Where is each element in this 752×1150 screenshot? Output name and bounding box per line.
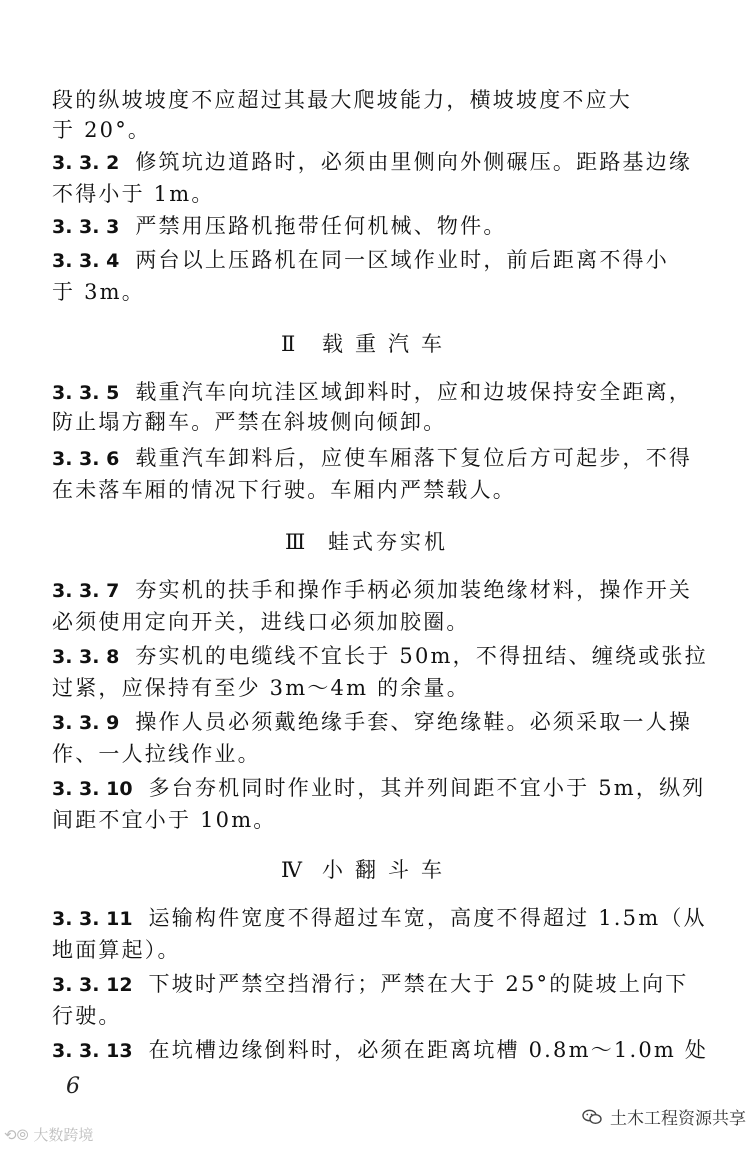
clause-line: 3. 3. 6 载重汽车卸料后，应使车厢落下复位后方可起步，不得 [52, 446, 693, 470]
clause-number: 3. 3. 6 [52, 448, 120, 470]
watermark-left: ⟲⦾ 大数跨境 [4, 1126, 94, 1144]
clause-number: 3. 3. 10 [52, 778, 133, 800]
section-title: 小翻斗车 [322, 858, 454, 882]
clause-line: 3. 3. 13 在坑槽边缘倒料时，必须在距离坑槽 0.8m～1.0m 处 [52, 1038, 709, 1062]
text-line: 行驶。 [52, 1004, 122, 1028]
section-roman: Ⅱ [281, 332, 296, 356]
clause-line: 3. 3. 8 夯实机的电缆线不宜长于 50m，不得扭结、缠绕或张拉 [52, 644, 708, 668]
section-roman: Ⅳ [281, 858, 302, 882]
clause-number: 3. 3. 9 [52, 712, 120, 734]
clause-number: 3. 3. 4 [52, 250, 120, 272]
text-line: 间距不宜小于 10m。 [52, 808, 277, 832]
text-line: 必须使用定向开关，进线口必须加胶圈。 [52, 610, 470, 634]
watermark-right-label: 土木工程资源共享 [610, 1109, 746, 1129]
clause-number: 3. 3. 8 [52, 646, 120, 668]
clause-line: 3. 3. 5 载重汽车向坑洼区域卸料时，应和边坡保持安全距离， [52, 380, 693, 404]
page-number: 6 [66, 1074, 80, 1099]
text-line: 于 20°。 [52, 118, 152, 142]
clause-number: 3. 3. 11 [52, 908, 133, 930]
wechat-icon [582, 1109, 602, 1125]
text-line: 防止塌方翻车。严禁在斜坡侧向倾卸。 [52, 410, 447, 434]
text-line: 过紧，应保持有至少 3m～4m 的余量。 [52, 676, 470, 700]
text-line: 段的纵坡坡度不应超过其最大爬坡能力，横坡坡度不应大 [52, 88, 632, 112]
text-line: 地面算起）。 [52, 938, 181, 962]
clause-line: 3. 3. 7 夯实机的扶手和操作手柄必须加装绝缘材料，操作开关 [52, 578, 693, 602]
clause-number: 3. 3. 3 [52, 216, 120, 238]
clause-line: 3. 3. 4 两台以上压路机在同一区域作业时，前后距离不得小 [52, 248, 669, 272]
clause-number: 3. 3. 5 [52, 382, 120, 404]
clause-line: 3. 3. 10 多台夯机同时作业时，其并列间距不宜小于 5m，纵列 [52, 776, 706, 800]
clause-number: 3. 3. 7 [52, 580, 120, 602]
clause-line: 3. 3. 3 严禁用压路机拖带任何机械、物件。 [52, 214, 507, 238]
clause-number: 3. 3. 12 [52, 974, 133, 996]
text-line: 于 3m。 [52, 280, 145, 304]
text-line: 不得小于 1m。 [52, 182, 215, 206]
clause-line: 3. 3. 9 操作人员必须戴绝缘手套、穿绝缘鞋。必须采取一人操 [52, 710, 693, 734]
text-line: 作、一人拉线作业。 [52, 742, 261, 766]
clause-number: 3. 3. 2 [52, 152, 120, 174]
section-roman: Ⅲ [285, 530, 306, 554]
clause-line: 3. 3. 12 下坡时严禁空挡滑行；严禁在大于 25°的陡坡上向下 [52, 972, 689, 996]
clause-number: 3. 3. 13 [52, 1040, 133, 1062]
text-line: 在未落车厢的情况下行驶。车厢内严禁载人。 [52, 478, 516, 502]
section-title: 蛙式夯实机 [328, 530, 448, 554]
clause-line: 3. 3. 2 修筑坑边道路时，必须由里侧向外侧碾压。距路基边缘 [52, 150, 693, 174]
watermark-right [582, 1104, 746, 1129]
watermark-logo-icon: ⟲⦾ [4, 1126, 34, 1144]
clause-line: 3. 3. 11 运输构件宽度不得超过车宽，高度不得超过 1.5m（从 [52, 906, 707, 930]
section-title: 载重汽车 [322, 332, 454, 356]
